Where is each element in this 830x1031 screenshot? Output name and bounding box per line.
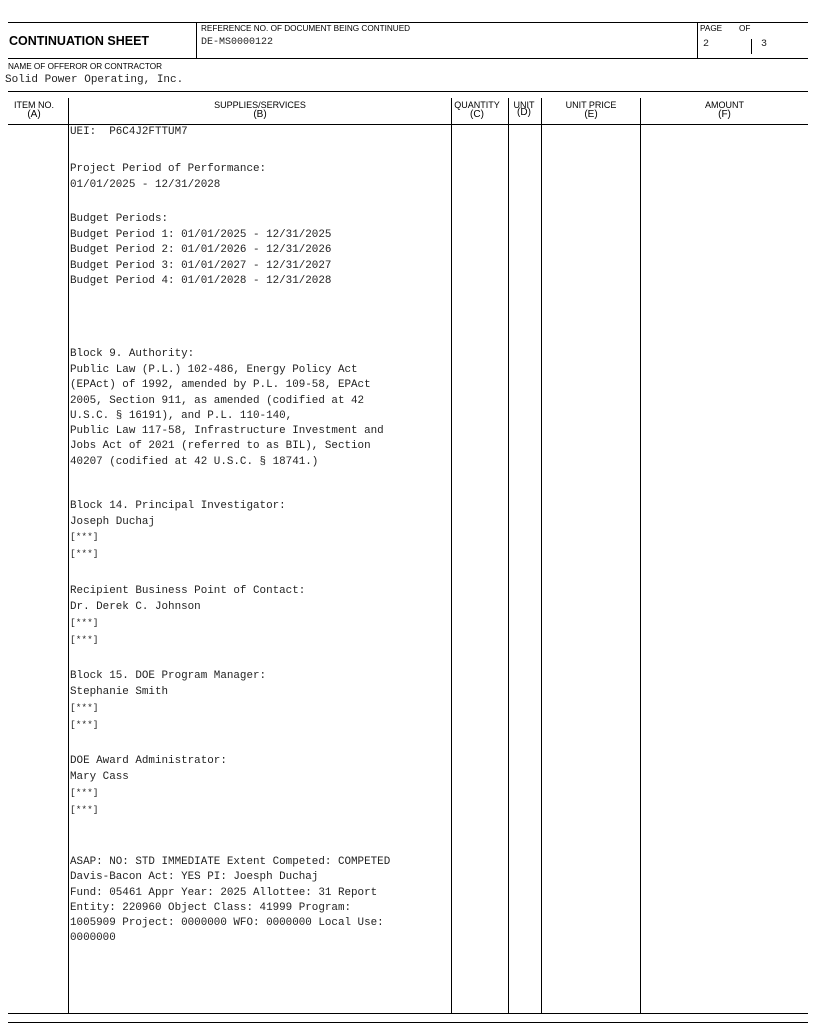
authority-line: Jobs Act of 2021 (referred to as BIL), Section [70, 440, 371, 453]
pm-heading: Block 15. DOE Program Manager: [70, 670, 267, 682]
column-unit-code: (D) [517, 107, 531, 118]
authority-line: 2005, Section 911, as amended (codified at 42 [70, 394, 365, 407]
budget-period-4: Budget Period 4: 01/01/2028 - 12/31/2028 [70, 274, 332, 287]
column-unit-label: UNIT [513, 100, 535, 110]
pm-redacted-2: [***] [70, 719, 99, 730]
admin-heading: DOE Award Administrator: [70, 755, 227, 767]
offeror-bottom-rule [8, 91, 808, 92]
offeror-label: NAME OF OFFEROR OR CONTRACTOR [8, 62, 163, 71]
authority-line: Public Law 117-58, Infrastructure Investment and [70, 425, 384, 438]
authority-line: (EPAct) of 1992, amended by P.L. 109-58, EPAct [70, 379, 371, 392]
pi-heading: Block 14. Principal Investigator: [70, 500, 286, 512]
poc-heading: Recipient Business Point of Contact: [70, 585, 306, 597]
page-number-divider [751, 39, 752, 54]
ref-divider [196, 22, 197, 58]
fund-line: Fund: 05461 Appr Year: 2025 Allottee: 31 Report [70, 886, 378, 899]
column-supplies-label: SUPPLIES/SERVICES [214, 100, 306, 110]
sheet-title: CONTINUATION SHEET [9, 34, 150, 48]
budget-period-1: Budget Period 1: 01/01/2025 - 12/31/2025 [70, 229, 332, 241]
column-quantity-code: (C) [470, 109, 484, 120]
period-dates: 01/01/2025 - 12/31/2028 [70, 179, 221, 191]
offeror-name: Solid Power Operating, Inc. [5, 74, 184, 86]
page-label: PAGE [700, 24, 723, 33]
pm-name: Stephanie Smith [70, 686, 169, 698]
fund-line: 1005909 Project: 0000000 WFO: 0000000 Local Use: [70, 917, 384, 930]
page-number: 2 [703, 39, 710, 50]
column-header-unit [509, 100, 539, 118]
col-divider-d [541, 98, 542, 1013]
admin-redacted-2: [***] [70, 804, 99, 815]
col-divider-c [508, 98, 509, 1013]
column-header-item [4, 100, 64, 120]
fund-line: ASAP: NO: STD IMMEDIATE Extent Competed: COMPETED [70, 856, 391, 868]
reference-value: DE-MS0000122 [201, 37, 274, 48]
pi-name: Joseph Duchaj [70, 516, 155, 528]
column-item-label: ITEM NO. [14, 100, 54, 110]
col-divider-e [640, 98, 641, 1013]
fund-line: Davis-Bacon Act: YES PI: Joesph Duchaj [70, 871, 319, 884]
column-header-amount [641, 100, 808, 120]
top-rule [8, 22, 808, 23]
budget-list [70, 228, 331, 289]
column-header-unit-price [542, 100, 640, 120]
table-bottom-rule [8, 1013, 808, 1014]
uei-line: UEI: P6C4J2FTTUM7 [70, 126, 188, 138]
column-quantity-label: QUANTITY [454, 100, 500, 110]
pm-redacted-1: [***] [70, 702, 99, 713]
col-divider-a [68, 98, 69, 1013]
pi-redacted-2: [***] [70, 548, 99, 559]
poc-name: Dr. Derek C. Johnson [70, 601, 201, 613]
authority-text [70, 363, 384, 470]
authority-line: U.S.C. § 16191), and P.L. 110-140, [70, 409, 293, 422]
poc-redacted-2: [***] [70, 634, 99, 645]
column-header-quantity [449, 100, 505, 120]
page-divider [697, 22, 698, 58]
authority-line: Public Law (P.L.) 102-486, Energy Policy Act [70, 364, 358, 376]
budget-period-3: Budget Period 3: 01/01/2027 - 12/31/2027 [70, 259, 332, 272]
of-label: OF [739, 24, 751, 33]
budget-heading: Budget Periods: [70, 213, 169, 225]
reference-label: REFERENCE NO. OF DOCUMENT BEING CONTINUED [201, 24, 411, 33]
fund-line: 0000000 [70, 932, 116, 945]
column-unit-price-label: UNIT PRICE [565, 100, 617, 110]
authority-heading: Block 9. Authority: [70, 348, 195, 360]
column-amount-code: (F) [718, 109, 731, 120]
authority-line: 40207 (codified at 42 U.S.C. § 18741.) [70, 455, 319, 468]
header-bottom-rule [8, 58, 808, 59]
column-supplies-code: (B) [253, 109, 267, 120]
period-heading: Project Period of Performance: [70, 163, 267, 175]
page-total: 3 [761, 39, 768, 50]
admin-name: Mary Cass [70, 771, 129, 783]
fund-line: Entity: 220960 Object Class: 41999 Program: [70, 901, 352, 914]
admin-redacted-1: [***] [70, 787, 99, 798]
budget-period-2: Budget Period 2: 01/01/2026 - 12/31/2026 [70, 244, 332, 257]
page-bottom-rule [8, 1022, 808, 1023]
col-divider-b [451, 98, 452, 1013]
column-amount-label: AMOUNT [705, 100, 744, 110]
pi-redacted-1: [***] [70, 531, 99, 542]
fund-block [70, 855, 390, 947]
poc-redacted-1: [***] [70, 617, 99, 628]
column-header-supplies [69, 100, 451, 120]
column-item-code: (A) [27, 109, 41, 120]
column-unit-price-code: (E) [584, 109, 598, 120]
